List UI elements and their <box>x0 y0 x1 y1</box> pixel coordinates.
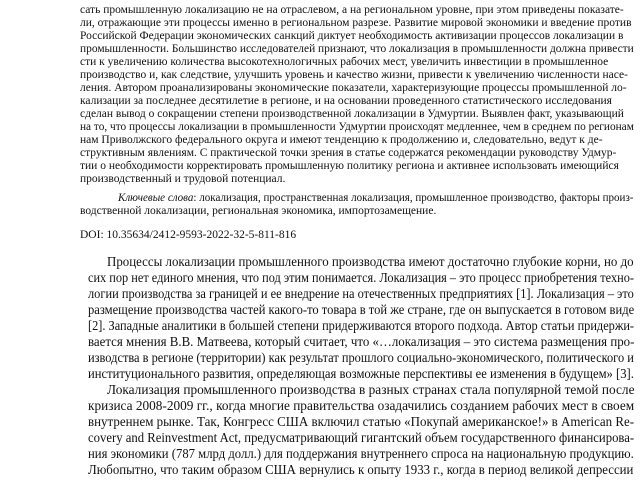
body-line: сих пор нет единого мнения, что под этим понимается. Локализация – это процесс приобретения техно- <box>88 270 634 285</box>
doi: DOI: 10.35634/2412-9593-2022-32-5-811-816 <box>80 229 297 241</box>
body-line: Локализация промышленного производства в разных странах стала популярной темой после <box>107 382 635 397</box>
body-line: институционального развития, определяющая возможные перспективы ее изменения в будущем» [3]. <box>88 366 634 381</box>
abstract-line: ления. Автором проанализированы экономические показатели, характеризующие процессы промышленной ло- <box>80 82 627 94</box>
abstract-line: производственный и трудовой потенциал. <box>80 173 286 185</box>
body-line: Любопытно, что таким образом США вернулись к опыту 1933 г., когда в период великой депрессии <box>88 462 634 477</box>
abstract-line: производство и, как следствие, улучшить уровень и качество жизни, привести к увеличению численности насе- <box>80 69 628 81</box>
abstract-line: сти к увеличению количества высокотехнологичных рабочих мест, увеличить инвестиции в промышленное <box>80 56 609 68</box>
body-line: ния экономики (787 млрд долл.) для поддержания внутреннего спроса на национальную продукцию. <box>88 446 634 461</box>
abstract-line: тии о необходимости корректировать промышленную политику региона и активнее использовать имеющийся <box>80 160 619 172</box>
body-line: вается мнения В.В. Матвеева, который считает, что «…локализация – это система размещения про- <box>88 334 635 349</box>
keywords-line-1 <box>118 192 633 205</box>
body-line: внутреннем рынке. Так, Конгресс США включил статью «Покупай американское!» в American Re- <box>88 414 635 429</box>
body-line: логии производства за границей и ее внедрение на отечественных предприятиях [1]. Локализация – это <box>88 286 634 301</box>
body-line: кризиса 2008-2009 гг., когда многие правительства озадачились созданием рабочих мест в своем <box>88 398 635 413</box>
keywords-line-2: водственной локализации, региональная экономика, импортозамещение. <box>80 205 437 217</box>
keywords-text: : локализация, пространственная локализация, промышленное производство, факторы произ- <box>193 192 634 204</box>
body-line: размещение производства частей какого-то товара в той же стране, где он выпускается в готовом виде <box>88 302 635 317</box>
body-line: [2]. Западные аналитики в большей степени придерживаются второго подхода. Автор статьи придержи- <box>88 318 635 333</box>
body-line: covery and Reinvestment Act, предусматривающий гигантский объем государственного финансирова- <box>88 430 635 445</box>
abstract-line: промышленности. Большинство исследователей признают, что локализация в промышленности должна привести <box>80 43 634 55</box>
abstract-line: структивным явлениям. С практической точки зрения в статье содержатся рекомендации руководству Удмур- <box>80 147 617 159</box>
abstract-line: сать промышленную локализацию не на отраслевом, а на региональном уровне, при этом приведены показате- <box>80 4 624 16</box>
abstract-line: Российской Федерации экономических санкций диктует необходимость активизации процессов локализации в <box>80 30 624 42</box>
body-line: Процессы локализации промышленного производства имеют достаточно глубокие корни, но до <box>107 254 634 269</box>
body-line: изводства в регионе (территории) как результат прошлого социально-экономического, политического и <box>88 350 634 365</box>
abstract-line: нам Приволжского федерального округа и имеют тенденцию к продолжению и, следовательно, ведут к де- <box>80 134 603 146</box>
abstract-line: сделан вывод о сокращении степени производственной локализации в Удмуртии. Выявлен факт, указывающий <box>80 108 624 120</box>
abstract-line: на то, что процессы локализации в промышленности Удмуртии происходят медленнее, чем в среднем по регионам <box>80 121 634 133</box>
abstract-line: ли, отражающие эти процессы именно в региональном разрезе. Развитие мировой экономики и введение против <box>80 17 632 29</box>
keywords-label: Ключевые слова <box>118 192 194 204</box>
abstract-line: кализации за последнее десятилетие в регионе, и на основании проведенного статистического исследования <box>80 95 612 107</box>
